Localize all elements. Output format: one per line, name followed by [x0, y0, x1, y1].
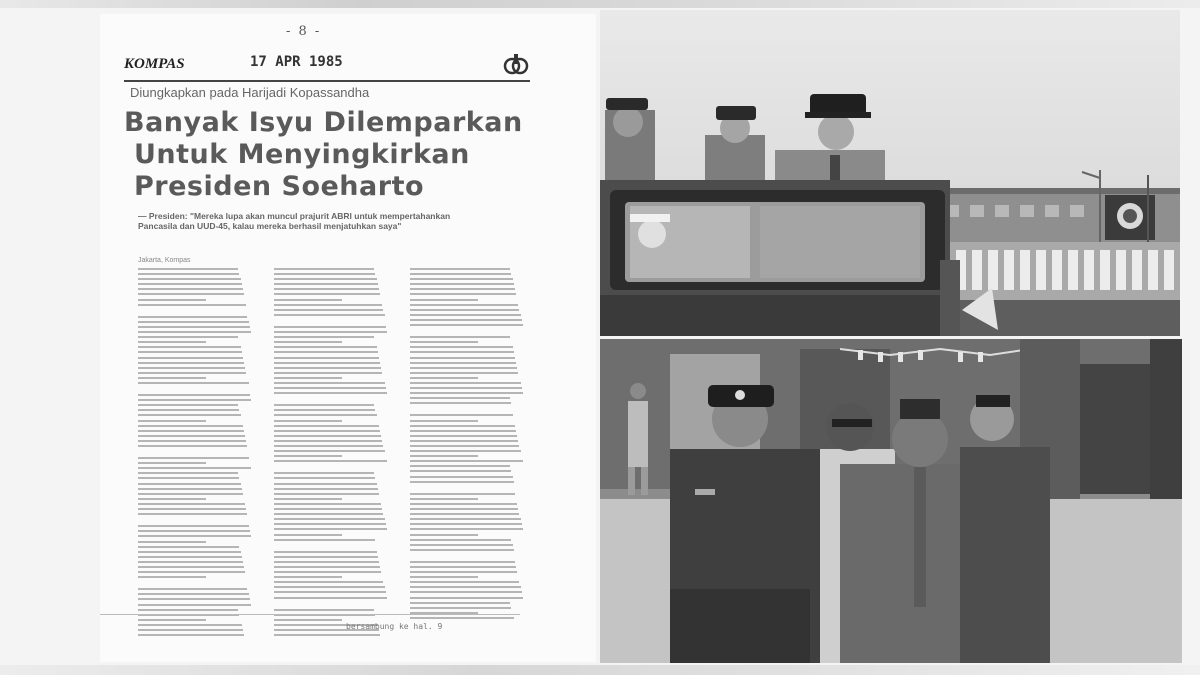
- text-line: [274, 430, 380, 432]
- text-line: [410, 460, 523, 462]
- text-line: [274, 455, 342, 457]
- text-line: [274, 309, 383, 311]
- text-line: [410, 508, 518, 510]
- text-line: [138, 546, 239, 548]
- text-line: [274, 503, 381, 505]
- text-line: [410, 372, 518, 374]
- text-line: [410, 346, 513, 348]
- text-line: [410, 288, 515, 290]
- photo-officials-walking: [600, 339, 1182, 663]
- text-line: [410, 420, 478, 422]
- text-line: [410, 581, 519, 583]
- text-line: [410, 523, 522, 525]
- paragraph-gap: [138, 387, 252, 394]
- text-line: [138, 420, 206, 422]
- text-line: [410, 397, 510, 399]
- text-line: [274, 534, 342, 536]
- newspaper-logo-icon: [502, 52, 530, 81]
- text-line: [138, 372, 246, 374]
- text-line: [138, 273, 239, 275]
- headline-line-1: Banyak Isyu Dilemparkan: [124, 107, 523, 138]
- bottom-border-strip: [0, 665, 1200, 675]
- text-line: [410, 440, 518, 442]
- text-line: [138, 556, 242, 558]
- text-line: [138, 488, 242, 490]
- text-line: [274, 634, 380, 636]
- text-line: [274, 362, 380, 364]
- text-line: [138, 299, 206, 301]
- text-line: [410, 576, 478, 578]
- text-line: [138, 541, 206, 543]
- text-line: [410, 351, 514, 353]
- text-line: [410, 382, 521, 384]
- text-line: [274, 440, 382, 442]
- text-line: [410, 293, 516, 295]
- text-line: [274, 609, 374, 611]
- text-line: [410, 597, 523, 599]
- paper-name: KOMPAS: [124, 56, 185, 72]
- text-line: [138, 268, 238, 270]
- text-line: [274, 299, 342, 301]
- text-line: [138, 409, 239, 411]
- text-line: [410, 617, 514, 619]
- paragraph-gap: [410, 329, 524, 336]
- text-line: [274, 450, 385, 452]
- article-column-2: [274, 268, 388, 639]
- text-line: [138, 604, 251, 606]
- text-line: [410, 534, 478, 536]
- text-line: [138, 629, 243, 631]
- paragraph-gap: [138, 450, 252, 457]
- text-line: [410, 430, 516, 432]
- text-line: [274, 571, 381, 573]
- text-line: [138, 513, 247, 515]
- text-line: [274, 372, 382, 374]
- text-line: [274, 351, 378, 353]
- text-line: [410, 503, 517, 505]
- text-line: [138, 331, 251, 333]
- text-line: [138, 414, 241, 416]
- text-line: [274, 518, 385, 520]
- text-line: [274, 591, 386, 593]
- paragraph-gap: [274, 602, 388, 609]
- text-line: [274, 336, 374, 338]
- masthead-rule: [124, 80, 530, 82]
- kicker: Diungkapkan pada Harijadi Kopassandha: [130, 85, 370, 100]
- text-line: [274, 293, 380, 295]
- text-line: [138, 440, 246, 442]
- text-line: [274, 619, 342, 621]
- text-line: [410, 445, 519, 447]
- text-line: [138, 457, 249, 459]
- headline: [124, 107, 544, 203]
- text-line: [274, 367, 381, 369]
- text-line: [138, 535, 251, 537]
- text-line: [138, 367, 245, 369]
- paragraph-gap: [410, 554, 524, 561]
- text-line: [410, 324, 523, 326]
- text-line: [410, 549, 514, 551]
- text-line: [274, 314, 385, 316]
- paragraph-gap: [138, 518, 252, 525]
- text-line: [410, 470, 511, 472]
- text-line: [274, 472, 374, 474]
- text-line: [274, 278, 377, 280]
- text-line: [138, 571, 245, 573]
- text-line: [138, 566, 244, 568]
- text-line: [410, 425, 515, 427]
- text-line: [274, 566, 380, 568]
- text-line: [274, 477, 375, 479]
- text-line: [410, 304, 518, 306]
- paragraph-gap: [274, 465, 388, 472]
- text-line: [138, 304, 246, 306]
- text-line: [138, 609, 238, 611]
- text-line: [274, 357, 379, 359]
- text-line: [410, 268, 510, 270]
- text-line: [274, 539, 375, 541]
- text-line: [410, 450, 521, 452]
- text-line: [274, 551, 377, 553]
- text-line: [410, 341, 478, 343]
- text-line: [274, 493, 379, 495]
- text-line: [138, 467, 251, 469]
- text-line: [274, 414, 377, 416]
- paragraph-gap: [410, 486, 524, 493]
- paragraph-gap: [138, 581, 252, 588]
- text-line: [410, 528, 523, 530]
- text-line: [138, 619, 206, 621]
- text-line: [138, 326, 250, 328]
- paragraph-gap: [138, 309, 252, 316]
- text-line: [410, 387, 522, 389]
- text-line: [138, 382, 249, 384]
- stamp-date: 17 APR 1985: [250, 54, 343, 70]
- text-line: [410, 465, 510, 467]
- text-line: [410, 476, 513, 478]
- text-line: [410, 278, 513, 280]
- text-line: [138, 561, 243, 563]
- text-line: [138, 351, 242, 353]
- paragraph-gap: [274, 544, 388, 551]
- text-line: [410, 336, 510, 338]
- text-line: [410, 539, 511, 541]
- text-line: [274, 435, 381, 437]
- text-line: [138, 588, 247, 590]
- text-line: [274, 283, 378, 285]
- text-line: [410, 493, 515, 495]
- text-line: [274, 483, 377, 485]
- text-line: [138, 341, 206, 343]
- text-line: [410, 481, 514, 483]
- text-line: [274, 341, 342, 343]
- text-line: [138, 593, 249, 595]
- text-line: [274, 528, 387, 530]
- text-line: [138, 477, 239, 479]
- text-line: [274, 445, 383, 447]
- text-line: [138, 472, 238, 474]
- text-line: [274, 288, 379, 290]
- text-line: [274, 404, 374, 406]
- text-line: [138, 425, 243, 427]
- paragraph-gap: [274, 319, 388, 326]
- text-line: [410, 273, 511, 275]
- text-line: [274, 273, 375, 275]
- text-line: [138, 346, 241, 348]
- text-line: [138, 508, 246, 510]
- text-line: [274, 586, 385, 588]
- text-line: [410, 544, 513, 546]
- text-line: [274, 460, 387, 462]
- text-line: [138, 399, 251, 401]
- text-line: [138, 321, 249, 323]
- paragraph-gap: [410, 407, 524, 414]
- text-line: [274, 597, 387, 599]
- text-line: [274, 420, 342, 422]
- text-line: [274, 304, 382, 306]
- text-line: [274, 326, 386, 328]
- text-line: [410, 414, 513, 416]
- text-line: [138, 404, 238, 406]
- text-line: [410, 362, 516, 364]
- text-line: [274, 513, 383, 515]
- top-border-strip: [0, 0, 1200, 8]
- text-line: [138, 493, 243, 495]
- text-line: [410, 566, 516, 568]
- text-line: [274, 331, 387, 333]
- text-line: [410, 591, 522, 593]
- text-line: [410, 607, 511, 609]
- text-line: [138, 498, 206, 500]
- text-line: [410, 571, 517, 573]
- text-line: [274, 387, 386, 389]
- clipping-bottom-rule: [100, 614, 520, 615]
- article-column-1: [138, 268, 252, 639]
- subheadline-deck: — Presiden: "Mereka lupa akan muncul prajurit ABRI untuk mempertahankan Pancasila dan UUD-45, kalau mereka berhasil menjatuhkan saya": [138, 211, 451, 231]
- page-number: - 8 -: [286, 24, 322, 39]
- text-line: [410, 513, 519, 515]
- dateline: Jakarta, Kompas: [138, 257, 191, 264]
- text-line: [138, 362, 244, 364]
- paragraph-gap: [274, 397, 388, 404]
- text-line: [410, 586, 521, 588]
- text-line: [138, 551, 241, 553]
- text-line: [138, 430, 244, 432]
- text-line: [138, 525, 249, 527]
- continued-note: bersambung ke hal. 9: [346, 622, 443, 631]
- text-line: [138, 394, 250, 396]
- text-line: [138, 278, 241, 280]
- text-line: [274, 556, 378, 558]
- text-line: [410, 357, 515, 359]
- text-line: [410, 283, 514, 285]
- text-line: [274, 488, 378, 490]
- text-line: [274, 561, 379, 563]
- text-line: [274, 268, 374, 270]
- text-line: [274, 346, 377, 348]
- text-line: [410, 602, 510, 604]
- text-line: [138, 283, 242, 285]
- text-line: [410, 299, 478, 301]
- text-line: [410, 402, 511, 404]
- text-line: [138, 483, 241, 485]
- text-line: [274, 581, 383, 583]
- text-line: [274, 576, 342, 578]
- text-line: [274, 523, 386, 525]
- newspaper-clipping: [100, 14, 596, 662]
- text-line: [274, 498, 342, 500]
- text-line: [138, 445, 247, 447]
- text-line: [410, 455, 478, 457]
- text-line: [410, 319, 522, 321]
- text-line: [138, 634, 244, 636]
- text-line: [410, 561, 515, 563]
- text-line: [138, 624, 242, 626]
- article-column-3: [410, 268, 524, 622]
- masthead: [124, 54, 530, 76]
- headline-line-2: Untuk Menyingkirkan: [134, 139, 470, 170]
- text-line: [274, 508, 382, 510]
- text-line: [410, 498, 478, 500]
- text-line: [138, 462, 206, 464]
- headline-line-3: Presiden Soeharto: [134, 171, 425, 202]
- text-line: [274, 382, 385, 384]
- text-line: [138, 288, 243, 290]
- text-line: [138, 598, 250, 600]
- text-line: [274, 409, 375, 411]
- text-line: [410, 435, 517, 437]
- text-line: [138, 293, 244, 295]
- text-line: [274, 377, 342, 379]
- text-line: [138, 357, 243, 359]
- text-line: [410, 367, 517, 369]
- text-line: [410, 392, 523, 394]
- text-line: [138, 377, 206, 379]
- text-line: [138, 316, 247, 318]
- text-line: [138, 530, 250, 532]
- text-line: [410, 518, 521, 520]
- text-line: [274, 392, 387, 394]
- text-line: [138, 435, 245, 437]
- text-line: [410, 377, 478, 379]
- text-line: [410, 309, 519, 311]
- text-line: [138, 576, 206, 578]
- text-line: [410, 314, 521, 316]
- text-line: [138, 336, 238, 338]
- text-line: [274, 425, 379, 427]
- photo-parade-inspection: [600, 10, 1180, 336]
- article-body-columns: [138, 268, 526, 624]
- text-line: [138, 503, 245, 505]
